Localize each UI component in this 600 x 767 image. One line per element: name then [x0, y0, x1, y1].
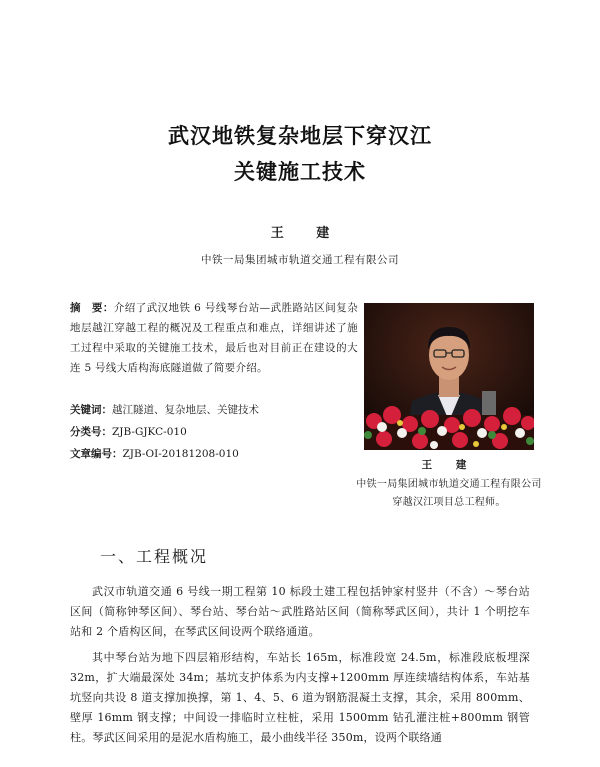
article-number-text: ZJB-OI-20181208-010: [122, 448, 239, 460]
keywords-label: 关键词：: [70, 404, 112, 416]
photo-caption-description: 中铁一局集团城市轨道交通工程有限公司穿越汉江项目总工程师。: [356, 479, 542, 508]
keywords-text: 越江隧道、复杂地层、关键技术: [112, 404, 259, 416]
keywords: [70, 402, 370, 417]
abstract: [70, 298, 358, 378]
author-name: 王 建: [270, 226, 344, 241]
article-title-line-1: 武汉地铁复杂地层下穿汉江: [168, 124, 432, 148]
classification: [70, 424, 370, 439]
article-number: [70, 446, 370, 461]
abstract-text: 介绍了武汉地铁 6 号线琴台站—武胜路站区间复杂地层越江穿越工程的概况及工程重点和难点，详细讲述了施工过程中采取的关键施工技术，最后也对目前正在建设的大连 5 号线大盾构海底隧道做了简要介绍。: [70, 302, 358, 374]
author-affiliation: 中铁一局集团城市轨道交通工程有限公司: [201, 254, 399, 266]
classification-label: 分类号：: [70, 426, 112, 438]
author-photo: [364, 303, 534, 450]
article-title-line-2: 关键施工技术: [234, 160, 366, 184]
body-paragraph-2: 其中琴台站为地下四层箱形结构，车站长 165m，标准段宽 24.5m，标准段底板埋深 32m，扩大端最深处 34m；基坑支护体系为内支撑+1200mm 厚连续墙结构体系，车站基坑竖向共设 8 道支撑加换撑，第 1、4、5、6 道为钢筋混凝土支撑，其余，采用 800mm、壁厚 16mm 钢支撑；中间设一排临时立柱桩，采用 1500mm 钻孔灌注桩+800mm 钢管柱。琴武区间采用的是泥水盾构施工，最小曲线半径 350m，设两个联络通: [70, 651, 530, 744]
section-heading: 一、工程概况: [100, 547, 209, 566]
classification-text: ZJB-GJKC-010: [112, 426, 187, 438]
abstract-label: 摘 要：: [70, 302, 114, 314]
body-paragraph-1: 武汉市轨道交通 6 号线一期工程第 10 标段土建工程包括钟家村竖井（不含）～琴台站区间（简称钟琴区间）、琴台站、琴台站～武胜路站区间（简称琴武区间），共计 1 个明挖车站和 2 个盾构区间，在琴武区间设两个联络通道。: [70, 585, 530, 638]
article-number-label: 文章编号：: [70, 448, 123, 460]
photo-caption-name: 王 建: [421, 459, 477, 471]
